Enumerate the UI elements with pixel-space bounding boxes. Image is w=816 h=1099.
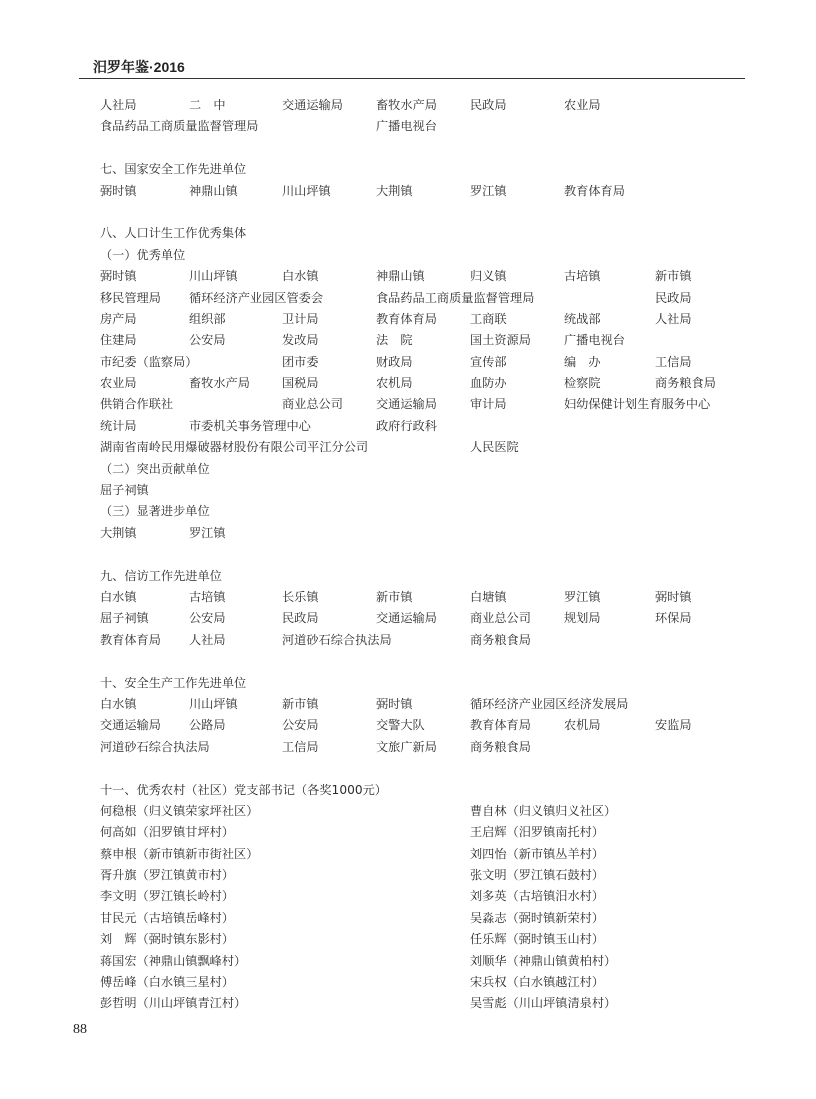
unit-row <box>100 715 760 736</box>
unit-name: 大荆镇 <box>100 525 137 540</box>
unit-row <box>100 501 760 522</box>
section-heading: 十、安全生产工作先进单位 <box>100 675 247 690</box>
unit-name: 商业总公司 <box>470 611 531 626</box>
unit-row <box>100 437 760 458</box>
unit-name: 弼时镇 <box>100 183 137 198</box>
awardee-name: 甘民元（古培镇岳峰村） <box>100 910 235 925</box>
unit-name: 弼时镇 <box>100 269 137 284</box>
unit-name: 川山坪镇 <box>282 183 331 198</box>
unit-name: 人社局 <box>655 311 692 326</box>
unit-row <box>100 587 760 608</box>
unit-name: 工信局 <box>282 739 319 754</box>
unit-name: 民政局 <box>282 611 319 626</box>
unit-name: 教育体育局 <box>376 311 437 326</box>
unit-row <box>100 523 760 544</box>
unit-name: 移民管理局 <box>100 290 161 305</box>
unit-name: 环保局 <box>655 611 692 626</box>
unit-name: 二 中 <box>189 98 226 112</box>
awardee-name: 刘 辉（弼时镇东影村） <box>100 932 235 947</box>
unit-name: 河道砂石综合执法局 <box>282 632 392 647</box>
awardee-name: 彭哲明（川山坪镇青江村） <box>100 996 247 1011</box>
unit-name: 食品药品工商质量监督管理局 <box>376 290 535 305</box>
unit-name: 国税局 <box>282 376 319 391</box>
spacer <box>100 138 760 159</box>
unit-name: 白塘镇 <box>470 589 507 604</box>
unit-row <box>100 352 760 373</box>
section-heading: 十一、优秀农村（社区）党支部书记（各奖1000元） <box>100 782 387 797</box>
page-number: 88 <box>73 1022 87 1037</box>
unit-name: 政府行政科 <box>376 418 437 433</box>
unit-name: 房产局 <box>100 311 137 326</box>
unit-name: 川山坪镇 <box>189 269 238 284</box>
unit-name: 血防办 <box>470 376 507 391</box>
unit-name: 统战部 <box>564 311 601 326</box>
awardee-name: 刘四怡（新市镇丛羊村） <box>470 846 605 861</box>
unit-name: 屈子祠镇 <box>100 483 149 498</box>
unit-name: 罗江镇 <box>564 589 601 604</box>
unit-row <box>100 694 760 715</box>
unit-name: 住建局 <box>100 333 137 348</box>
awardee-name: 刘顺华（神鼎山镇黄柏村） <box>470 953 617 968</box>
awardee-name: 宋兵权（白水镇越江村） <box>470 975 605 990</box>
unit-name: 商业总公司 <box>282 397 343 412</box>
unit-name: 新市镇 <box>376 589 413 604</box>
unit-name: 白水镇 <box>100 696 137 711</box>
unit-name: 公路局 <box>189 718 226 733</box>
unit-name: 国土资源局 <box>470 333 531 348</box>
unit-row <box>100 480 760 501</box>
awardee-name: 吴雪彪（川山坪镇清泉村） <box>470 996 617 1011</box>
unit-row <box>100 309 760 330</box>
awardee-row <box>100 993 760 1014</box>
unit-name: 广播电视台 <box>376 119 437 134</box>
unit-name: （二）突出贡献单位 <box>100 461 210 476</box>
unit-name: 教育体育局 <box>100 632 161 647</box>
unit-name: 供销合作联社 <box>100 397 174 412</box>
awardee-row <box>100 972 760 993</box>
unit-name: 畜牧水产局 <box>376 98 437 112</box>
unit-name: 屈子祠镇 <box>100 611 149 626</box>
unit-name: 财政局 <box>376 354 413 369</box>
unit-row <box>100 394 760 415</box>
awardee-name: 任乐辉（弼时镇玉山村） <box>470 932 605 947</box>
unit-name: 交通运输局 <box>282 98 343 112</box>
unit-name: 市委机关事务管理中心 <box>189 418 311 433</box>
awardee-name: 吴淼志（弼时镇新荣村） <box>470 910 605 925</box>
unit-row <box>100 630 760 651</box>
unit-name: 商务粮食局 <box>655 376 716 391</box>
unit-name: 教育体育局 <box>564 183 625 198</box>
unit-name: 归义镇 <box>470 269 507 284</box>
awardee-name: 何高如（汨罗镇甘坪村） <box>100 825 235 840</box>
unit-name: 河道砂石综合执法局 <box>100 739 210 754</box>
unit-name: 人社局 <box>100 98 137 112</box>
awardee-name: 何稳根（归义镇荣家坪社区） <box>100 803 259 818</box>
unit-name: 食品药品工商质量监督管理局 <box>100 119 259 134</box>
unit-name: 神鼎山镇 <box>189 183 238 198</box>
awardee-row <box>100 822 760 843</box>
awardee-name: 蔡申根（新市镇新市街社区） <box>100 846 259 861</box>
spacer <box>100 651 760 672</box>
unit-row <box>100 373 760 394</box>
unit-name: 畜牧水产局 <box>189 376 250 391</box>
section-heading: 九、信访工作先进单位 <box>100 568 222 583</box>
unit-row <box>100 459 760 480</box>
unit-name: 安监局 <box>655 718 692 733</box>
unit-row <box>100 245 760 266</box>
unit-name: 规划局 <box>564 611 601 626</box>
unit-name: 湖南省南岭民用爆破器材股份有限公司平江分公司 <box>100 440 369 455</box>
unit-row <box>100 116 760 137</box>
unit-name: 市纪委（监察局） <box>100 354 198 369</box>
unit-row <box>100 181 760 202</box>
awardee-row <box>100 801 760 822</box>
unit-name: 农机局 <box>376 376 413 391</box>
unit-name: 卫计局 <box>282 311 319 326</box>
page-body <box>100 95 760 1015</box>
section-heading: 七、国家安全工作先进单位 <box>100 162 247 177</box>
section-heading: 八、人口计生工作优秀集体 <box>100 226 247 241</box>
unit-name: 弼时镇 <box>376 696 413 711</box>
unit-name: 商务粮食局 <box>470 739 531 754</box>
unit-name: 教育体育局 <box>470 718 531 733</box>
spacer <box>100 544 760 565</box>
awardee-name: 胥升旗（罗江镇黄市村） <box>100 868 235 883</box>
awardee-name: 刘多英（古培镇汨水村） <box>470 889 605 904</box>
unit-name: 法 院 <box>376 333 413 348</box>
awardee-name: 李文明（罗江镇长岭村） <box>100 889 235 904</box>
unit-name: 农业局 <box>564 98 601 112</box>
unit-name: 古培镇 <box>189 589 226 604</box>
header-rule <box>79 78 745 79</box>
unit-name: 广播电视台 <box>564 333 625 348</box>
unit-name: 公安局 <box>282 718 319 733</box>
unit-name: 商务粮食局 <box>470 632 531 647</box>
unit-row <box>100 95 760 116</box>
unit-name: 循环经济产业园区经济发展局 <box>470 696 629 711</box>
unit-name: 农机局 <box>564 718 601 733</box>
unit-name: 妇幼保健计划生育服务中心 <box>564 397 711 412</box>
unit-name: 川山坪镇 <box>189 696 238 711</box>
awardee-row <box>100 929 760 950</box>
unit-name: 交通运输局 <box>376 611 437 626</box>
awardee-row <box>100 951 760 972</box>
unit-name: 公安局 <box>189 333 226 348</box>
unit-name: 编 办 <box>564 354 601 369</box>
unit-row <box>100 288 760 309</box>
awardee-name: 曹自林（归义镇归义社区） <box>470 803 617 818</box>
spacer <box>100 202 760 223</box>
unit-name: 民政局 <box>470 98 507 112</box>
unit-name: 新市镇 <box>282 696 319 711</box>
unit-name: 白水镇 <box>100 589 137 604</box>
awardee-name: 王启辉（汨罗镇南托村） <box>470 825 605 840</box>
running-header: 汨罗年鉴·2016 <box>93 59 185 75</box>
awardee-name: 张文明（罗江镇石鼓村） <box>470 868 605 883</box>
unit-name: 工信局 <box>655 354 692 369</box>
unit-name: 统计局 <box>100 418 137 433</box>
unit-name: （一）优秀单位 <box>100 247 186 262</box>
unit-name: 检察院 <box>564 376 601 391</box>
unit-name: 罗江镇 <box>189 525 226 540</box>
unit-name: 文旅广新局 <box>376 739 437 754</box>
awardee-row <box>100 908 760 929</box>
unit-name: 罗江镇 <box>470 183 507 198</box>
unit-row <box>100 266 760 287</box>
unit-name: 发改局 <box>282 333 319 348</box>
spacer <box>100 758 760 779</box>
unit-name: 大荆镇 <box>376 183 413 198</box>
unit-name: 团市委 <box>282 354 319 369</box>
unit-name: 神鼎山镇 <box>376 269 425 284</box>
awardee-row <box>100 844 760 865</box>
unit-name: 古培镇 <box>564 269 601 284</box>
unit-name: 民政局 <box>655 290 692 305</box>
unit-name: 组织部 <box>189 311 226 326</box>
unit-name: 弼时镇 <box>655 589 692 604</box>
awardee-name: 蒋国宏（神鼎山镇飘峰村） <box>100 953 247 968</box>
unit-name: 交通运输局 <box>100 718 161 733</box>
unit-name: 交警大队 <box>376 718 425 733</box>
unit-name: 工商联 <box>470 311 507 326</box>
unit-name: 农业局 <box>100 376 137 391</box>
unit-row <box>100 416 760 437</box>
unit-name: 白水镇 <box>282 269 319 284</box>
unit-name: 交通运输局 <box>376 397 437 412</box>
unit-name: 公安局 <box>189 611 226 626</box>
unit-row <box>100 737 760 758</box>
unit-name: （三）显著进步单位 <box>100 504 210 519</box>
unit-name: 审计局 <box>470 397 507 412</box>
awardee-name: 傅岳峰（白水镇三星村） <box>100 975 235 990</box>
unit-name: 人民医院 <box>470 440 519 455</box>
unit-name: 宣传部 <box>470 354 507 369</box>
unit-name: 人社局 <box>189 632 226 647</box>
unit-name: 新市镇 <box>655 269 692 284</box>
unit-row <box>100 330 760 351</box>
awardee-row <box>100 865 760 886</box>
unit-name: 循环经济产业园区管委会 <box>189 290 324 305</box>
awardee-row <box>100 886 760 907</box>
unit-row <box>100 608 760 629</box>
unit-name: 长乐镇 <box>282 589 319 604</box>
